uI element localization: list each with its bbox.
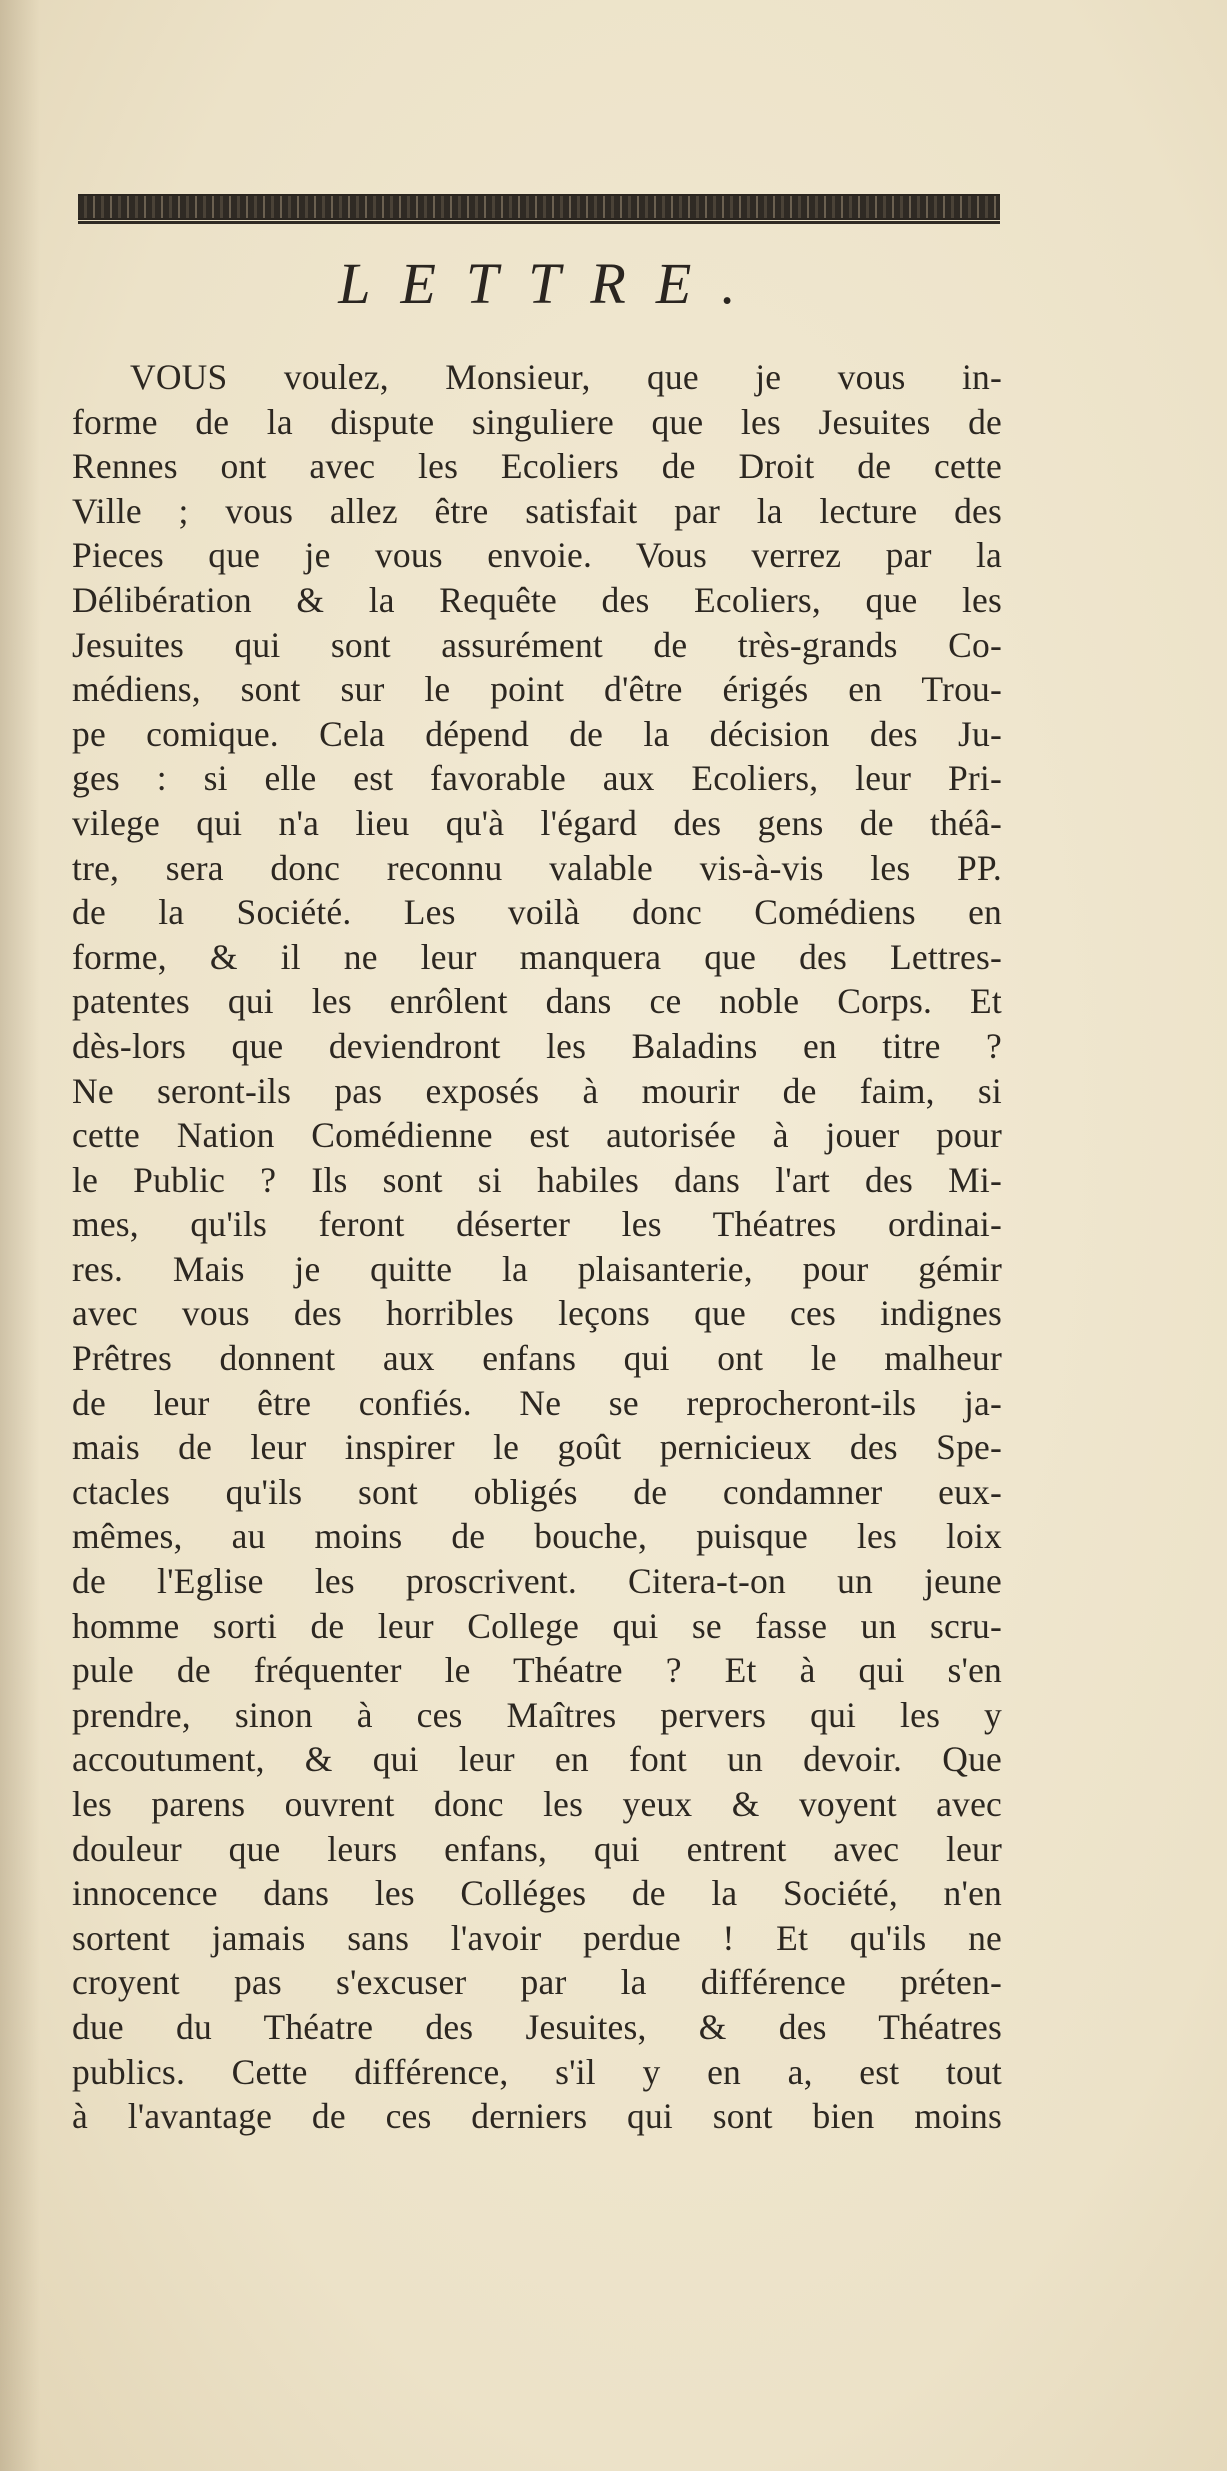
text-line: VOUS voulez, Monsieur, que je vous in-: [130, 357, 1002, 397]
text-line: prendre, sinon à ces Maîtres pervers qui les y: [72, 1694, 1002, 1735]
text-line: innocence dans les Colléges de la Société, n'en: [72, 1873, 1002, 1914]
text-line: vilege qui n'a lieu qu'à l'égard des gens de théâ-: [72, 802, 1002, 843]
ornament-band: [78, 194, 1000, 220]
text-line: le Public ? Ils sont si habiles dans l'art des Mi-: [72, 1159, 1002, 1200]
text-line: Jesuites qui sont assurément de très-grands Co-: [72, 624, 1002, 665]
text-line: douleur que leurs enfans, qui entrent avec leur: [72, 1828, 1002, 1869]
text-line: de leur être confiés. Ne se reprocheront-ils ja-: [72, 1382, 1002, 1423]
text-line: médiens, sont sur le point d'être érigés en Trou-: [72, 669, 1002, 710]
header-ornament: [78, 190, 1000, 224]
text-line: Prêtres donnent aux enfans qui ont le malheur: [72, 1338, 1002, 1379]
text-line: pe comique. Cela dépend de la décision des Ju-: [72, 713, 1002, 754]
text-line: forme de la dispute singuliere que les Jesuites de: [72, 401, 1002, 442]
text-line: due du Théatre des Jesuites, & des Théatres: [72, 2006, 1002, 2047]
text-line: publics. Cette différence, s'il y en a, est tout: [72, 2051, 1002, 2092]
text-line: dès-lors que deviendront les Baladins en titre ?: [72, 1025, 1002, 1066]
text-line: ctacles qu'ils sont obligés de condamner eux-: [72, 1471, 1002, 1512]
text-line: mais de leur inspirer le goût pernicieux des Spe-: [72, 1427, 1002, 1468]
text-line: Ville ; vous allez être satisfait par la lecture des: [72, 490, 1002, 531]
text-line: Ne seront-ils pas exposés à mourir de faim, si: [72, 1070, 1002, 1111]
text-line: Pieces que je vous envoie. Vous verrez par la: [72, 535, 1002, 576]
text-line: homme sorti de leur College qui se fasse un scru-: [72, 1605, 1002, 1646]
text-line: res. Mais je quitte la plaisanterie, pour gémir: [72, 1248, 1002, 1289]
text-line: ges : si elle est favorable aux Ecoliers, leur Pri-: [72, 758, 1002, 799]
spine-shadow: [0, 0, 40, 2471]
letter-paragraph: [72, 355, 1002, 2139]
text-line: Délibération & la Requête des Ecoliers, que les: [72, 579, 1002, 620]
text-line: de la Société. Les voilà donc Comédiens en: [72, 892, 1002, 933]
text-line: accoutument, & qui leur en font un devoir. Que: [72, 1739, 1002, 1780]
text-line: sortent jamais sans l'avoir perdue ! Et qu'ils ne: [72, 1917, 1002, 1958]
text-line: croyent pas s'excuser par la différence préten-: [72, 1962, 1002, 2003]
text-line: forme, & il ne leur manquera que des Lettres-: [72, 936, 1002, 977]
text-line: les parens ouvrent donc les yeux & voyent avec: [72, 1784, 1002, 1824]
text-line: à l'avantage de ces derniers qui sont bien moins: [72, 2096, 1002, 2137]
text-line: de l'Eglise les proscrivent. Citera-t-on un jeune: [72, 1561, 1002, 1602]
text-block: [72, 190, 1002, 2139]
text-line: mêmes, au moins de bouche, puisque les loix: [72, 1516, 1002, 1557]
text-line: tre, sera donc reconnu valable vis-à-vis les PP.: [72, 847, 1002, 888]
text-line: avec vous des horribles leçons que ces indignes: [72, 1293, 1002, 1334]
ornament-rule: [78, 221, 1000, 224]
text-line: Rennes ont avec les Ecoliers de Droit de cette: [72, 446, 1002, 487]
text-line: pule de fréquenter le Théatre ? Et à qui s'en: [72, 1650, 1002, 1691]
text-line: mes, qu'ils feront déserter les Théatres ordinai-: [72, 1204, 1002, 1245]
text-line: patentes qui les enrôlent dans ce noble Corps. Et: [72, 981, 1002, 1022]
page-title: LETTRE.: [338, 251, 766, 316]
text-line: cette Nation Comédienne est autorisée à jouer pour: [72, 1115, 1002, 1156]
